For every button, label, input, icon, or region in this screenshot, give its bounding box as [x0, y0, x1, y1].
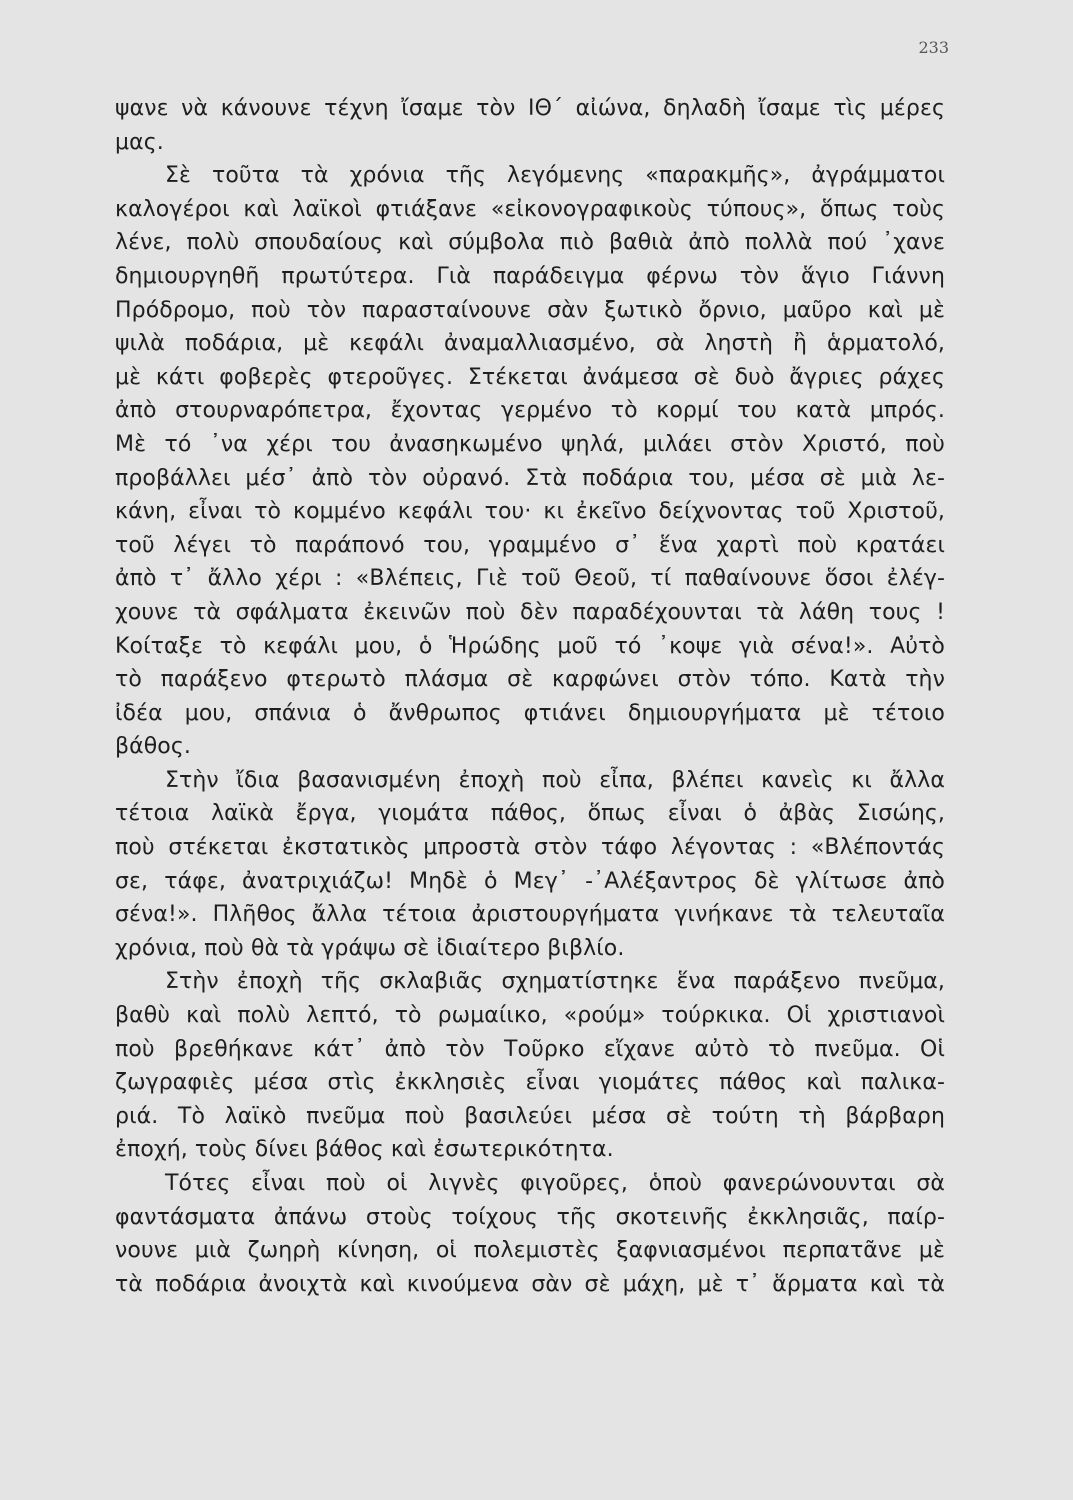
text-line: κάνη, εἶναι τὸ κομμένο κεφάλι του· κι ἐκεῖνο δείχνοντας τοῦ Χριστοῦ,	[115, 499, 945, 525]
page-number: 233	[918, 38, 949, 57]
text-line: βάθος.	[115, 734, 191, 760]
text-line: λένε, πολὺ σπουδαίους καὶ σύμβολα πιὸ βαθιὰ ἀπὸ πολλὰ πού ᾽χανε	[115, 230, 945, 256]
text-line: Τότες εἶναι ποὺ οἱ λιγνὲς φιγοῦρες, ὁποὺ φανερώνουνται σὰ	[165, 1171, 945, 1196]
text-line: δημιουργηθῆ πρωτύτερα. Γιὰ παράδειγμα φέρνω τὸν ἅγιο Γιάννη	[115, 263, 945, 289]
text-line: ἀπὸ στουρναρόπετρα, ἔχοντας γερμένο τὸ κορμί του κατὰ μπρός.	[115, 398, 945, 424]
text-line: τοῦ λέγει τὸ παράπονό του, γραμμένο σ᾽ ἕνα χαρτὶ ποὺ κρατάει	[115, 532, 945, 558]
text-line: ποὺ βρεθήκανε κάτ᾽ ἀπὸ τὸν Τοῦρκο εἴχανε αὐτὸ τὸ πνεῦμα. Οἱ	[115, 1036, 945, 1062]
text-line: σε, τάφε, ἀνατριχιάζω! Μηδὲ ὁ Μεγ᾽ -᾽Αλέξαντρος δὲ γλίτωσε ἀπὸ	[115, 868, 945, 894]
text-line: Πρόδρομο, ποὺ τὸν παρασταίνουνε σὰν ξωτικὸ ὄρνιο, μαῦρο καὶ μὲ	[115, 297, 945, 323]
text-line: μας.	[115, 129, 164, 155]
text-line: χρόνια, ποὺ θὰ τὰ γράψω σὲ ἰδιαίτερο βιβλίο.	[115, 935, 625, 961]
text-line: Στὴν ἐποχὴ τῆς σκλαβιᾶς σχηματίστηκε ἕνα παράξενο πνεῦμα,	[165, 969, 945, 995]
text-line: Στὴν ἴδια βασανισμένη ἐποχὴ ποὺ εἶπα, βλέπει κανεὶς κι ἄλλα	[165, 767, 945, 793]
text-line: προβάλλει μέσ᾽ ἀπὸ τὸν οὐρανό. Στὰ ποδάρια του, μέσα σὲ μιὰ λε-	[115, 465, 945, 491]
text-line: ψανε νὰ κάνουνε τέχνη ἴσαμε τὸν ΙΘ΄ αἰώνα, δηλαδὴ ἴσαμε τὶς μέρες	[115, 96, 945, 121]
text-line: ἀπὸ τ᾽ ἄλλο χέρι : «Βλέπεις, Γιὲ τοῦ Θεοῦ, τί παθαίνουνε ὅσοι ἐλέγ-	[115, 566, 945, 592]
text-line: τὰ ποδάρια ἀνοιχτὰ καὶ κινούμενα σὰν σὲ μάχη, μὲ τ᾽ ἅρματα καὶ τὰ	[115, 1271, 945, 1297]
text-line: βαθὺ καὶ πολὺ λεπτό, τὸ ρωμαίικο, «ρούμ» τούρκικα. Οἱ χριστιανοὶ	[115, 1003, 945, 1029]
text-line: νουνε μιὰ ζωηρὴ κίνηση, οἱ πολεμιστὲς ξαφνιασμένοι περπατᾶνε μὲ	[115, 1238, 945, 1264]
text-line: τὸ παράξενο φτερωτὸ πλάσμα σὲ καρφώνει στὸν τόπο. Κατὰ τὴν	[115, 667, 945, 693]
text-line: ἰδέα μου, σπάνια ὁ ἄνθρωπος φτιάνει δημιουργήματα μὲ τέτοιο	[115, 700, 945, 726]
text-line: ζωγραφιὲς μέσα στὶς ἐκκλησιὲς εἶναι γιομάτες πάθος καὶ παλικα-	[115, 1070, 945, 1096]
text-line: φαντάσματα ἀπάνω στοὺς τοίχους τῆς σκοτεινῆς ἐκκλησιᾶς, παίρ-	[115, 1204, 945, 1230]
text-line: καλογέροι καὶ λαϊκοὶ φτιάξανε «εἰκονογραφικοὺς τύπους», ὅπως τοὺς	[115, 196, 945, 222]
text-line: Μὲ τό ᾽να χέρι του ἀνασηκωμένο ψηλά, μιλάει στὸν Χριστό, ποὺ	[115, 431, 945, 457]
text-line: ἐποχή, τοὺς δίνει βάθος καὶ ἐσωτερικότητα.	[115, 1137, 614, 1163]
body-text	[115, 92, 945, 1301]
text-line: χουνε τὰ σφάλματα ἐκεινῶν ποὺ δὲν παραδέχουνται τὰ λάθη τους !	[115, 599, 945, 625]
text-line: τέτοια λαϊκὰ ἔργα, γιομάτα πάθος, ὅπως εἶναι ὁ ἀβὰς Σισώης,	[115, 801, 945, 827]
text-line: ριά. Τὸ λαϊκὸ πνεῦμα ποὺ βασιλεύει μέσα σὲ τούτη τὴ βάρβαρη	[115, 1103, 945, 1129]
text-line: ποὺ στέκεται ἐκστατικὸς μπροστὰ στὸν τάφο λέγοντας : «Βλέποντάς	[115, 835, 945, 861]
text-line: ψιλὰ ποδάρια, μὲ κεφάλι ἀναμαλλιασμένο, σὰ ληστὴ ἢ ἁρματολό,	[115, 331, 945, 357]
text-line: Κοίταξε τὸ κεφάλι μου, ὁ Ἡρώδης μοῦ τό ᾽κοψε γιὰ σένα!». Αὐτὸ	[115, 633, 945, 659]
text-line: μὲ κάτι φοβερὲς φτεροῦγες. Στέκεται ἀνάμεσα σὲ δυὸ ἄγριες ράχες	[115, 364, 945, 390]
text-line: Σὲ τοῦτα τὰ χρόνια τῆς λεγόμενης «παρακμῆς», ἀγράμματοι	[165, 163, 945, 189]
text-line: σένα!». Πλῆθος ἄλλα τέτοια ἀριστουργήματα γινήκανε τὰ τελευταῖα	[115, 902, 945, 928]
